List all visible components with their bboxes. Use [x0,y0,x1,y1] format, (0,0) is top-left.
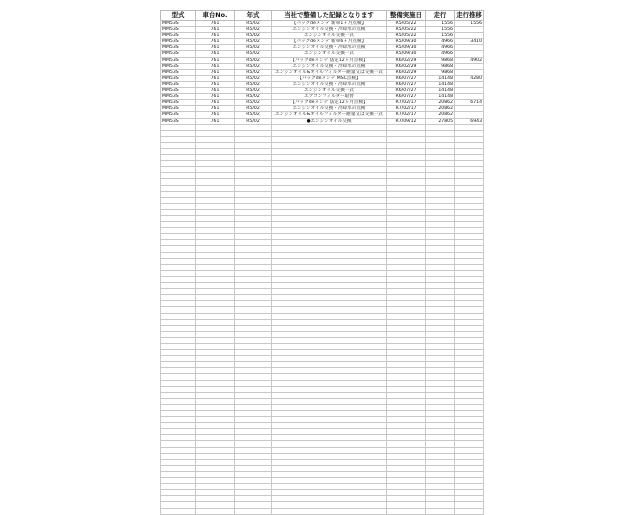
cell-mileage-trend: 6943 [455,118,484,124]
cell-chassis-no: 761 [196,88,235,94]
empty-cell [161,508,196,514]
cell-model-year: R5/02 [235,118,272,124]
cell-service-date: R6/07/27 [387,94,426,100]
maintenance-record-sheet [160,10,484,515]
cell-model: MM53S [161,100,196,106]
header-model-year: 年式 [235,11,272,21]
cell-mileage: 9868 [426,63,455,69]
cell-service-date: R7/09/12 [387,118,426,124]
cell-model: MM53S [161,57,196,63]
cell-service-date: R6/07/27 [387,88,426,94]
cell-model-year: R5/02 [235,81,272,87]
cell-description: ●エンジンオイル交換 [272,118,387,124]
cell-model-year: R5/02 [235,88,272,94]
cell-mileage-trend: 4280 [455,75,484,81]
cell-service-date: R7/02/17 [387,100,426,106]
cell-model: MM53S [161,33,196,39]
empty-cell [235,508,272,514]
cell-chassis-no: 761 [196,100,235,106]
cell-mileage: 4966 [426,39,455,45]
cell-mileage: 20862 [426,106,455,112]
cell-chassis-no: 761 [196,57,235,63]
cell-model: MM53S [161,94,196,100]
header-row [161,11,484,21]
cell-model-year: R5/02 [235,39,272,45]
cell-description: エアコンフィルター取替 [272,94,387,100]
cell-mileage: 14148 [426,94,455,100]
cell-mileage-trend: 4902 [455,57,484,63]
empty-cell [387,508,426,514]
cell-description: エンジンオイル&オイルフィルター耐量又は交換一式 [272,112,387,118]
cell-service-date: R6/02/29 [387,69,426,75]
cell-chassis-no: 761 [196,21,235,27]
cell-service-date: R5/09/30 [387,39,426,45]
cell-mileage-trend: 3410 [455,39,484,45]
cell-mileage: 1556 [426,27,455,33]
cell-mileage: 4966 [426,51,455,57]
header-mileage-trend: 走行推移 [456,10,482,19]
cell-model-year: R5/02 [235,112,272,118]
cell-chassis-no: 761 [196,118,235,124]
cell-mileage-trend: 6714 [455,100,484,106]
empty-cell [455,508,484,514]
cell-model-year: R5/02 [235,94,272,100]
cell-model-year: R5/02 [235,51,272,57]
cell-model-year: R5/02 [235,75,272,81]
cell-model-year: R5/02 [235,69,272,75]
cell-service-date: R6/02/29 [387,57,426,63]
cell-model: MM53S [161,106,196,112]
cell-mileage: 27805 [426,118,455,124]
cell-mileage: 1556 [426,33,455,39]
cell-chassis-no: 761 [196,33,235,39]
cell-model: MM53S [161,118,196,124]
cell-model-year: R5/02 [235,45,272,51]
cell-chassis-no: 761 [196,75,235,81]
cell-model: MM53S [161,39,196,45]
cell-description: 【パックdeメンテ 新車6ヶ月点検】 [272,39,387,45]
cell-service-date: R5/09/30 [387,45,426,51]
cell-service-date: R7/02/17 [387,112,426,118]
empty-row [161,508,484,514]
cell-mileage-trend: 1556 [455,21,484,27]
cell-model-year: R5/02 [235,106,272,112]
cell-description: 【パックdeメンテ 法定12ヶ月点検】 [272,57,387,63]
cell-mileage: 14148 [426,81,455,87]
cell-description: エンジンオイル交換一式 [272,51,387,57]
cell-chassis-no: 761 [196,39,235,45]
cell-service-date: R6/02/29 [387,63,426,69]
cell-chassis-no: 761 [196,112,235,118]
cell-model: MM53S [161,27,196,33]
cell-model-year: R5/02 [235,63,272,69]
cell-model-year: R5/02 [235,33,272,39]
empty-cell [196,508,235,514]
cell-service-date: R5/05/22 [387,27,426,33]
cell-model: MM53S [161,21,196,27]
cell-description: エンジンオイル交換一式 [272,88,387,94]
cell-mileage: 4966 [426,45,455,51]
cell-service-date: R5/05/22 [387,21,426,27]
cell-description: エンジンオイル交換・冷却水の点検 [272,45,387,51]
cell-description: 【パックdeメンテ 法定12ヶ月点検】 [272,100,387,106]
cell-mileage: 14148 [426,88,455,94]
cell-model: MM53S [161,63,196,69]
header-model: 型式 [161,11,196,21]
cell-model: MM53S [161,69,196,75]
cell-chassis-no: 761 [196,106,235,112]
cell-mileage: 14148 [426,75,455,81]
cell-mileage: 9868 [426,57,455,63]
empty-cell [426,508,455,514]
cell-chassis-no: 761 [196,45,235,51]
cell-description: エンジンオイル交換一式 [272,33,387,39]
cell-mileage: 9868 [426,69,455,75]
cell-description: エンジンオイル交換・冷却水の点検 [272,27,387,33]
cell-model: MM53S [161,45,196,51]
cell-model: MM53S [161,112,196,118]
cell-chassis-no: 761 [196,94,235,100]
cell-description: 【パックdeメンテ 新車1ヶ月点検】 [272,21,387,27]
cell-service-date: R7/02/17 [387,106,426,112]
cell-chassis-no: 761 [196,81,235,87]
cell-model: MM53S [161,81,196,87]
cell-description: エンジンオイル交換・冷却水の点検 [272,63,387,69]
cell-model-year: R5/02 [235,57,272,63]
cell-mileage: 20862 [426,100,455,106]
cell-service-date: R5/09/30 [387,51,426,57]
header-mileage: 走行 [426,11,455,21]
cell-service-date: R6/07/27 [387,81,426,87]
header-service-date: 整備実施日 [387,11,426,21]
cell-description: 【パックdeメンテ MSC点検】 [272,75,387,81]
cell-service-date: R6/07/27 [387,75,426,81]
cell-chassis-no: 761 [196,27,235,33]
cell-model-year: R5/02 [235,27,272,33]
cell-model-year: R5/02 [235,21,272,27]
cell-mileage: 1556 [426,21,455,27]
empty-cell [272,508,387,514]
header-chassis-no: 車台No. [196,11,235,21]
cell-model: MM53S [161,51,196,57]
header-record-description: 当社で整備した記録となります [272,11,387,21]
cell-model-year: R5/02 [235,100,272,106]
sheet-body [161,21,484,515]
cell-chassis-no: 761 [196,63,235,69]
cell-description: エンジンオイル交換・冷却水の点検 [272,106,387,112]
cell-model: MM53S [161,75,196,81]
cell-description: エンジンオイル&オイルフィルター耐量又は交換一式 [272,69,387,75]
cell-model: MM53S [161,88,196,94]
cell-chassis-no: 761 [196,69,235,75]
cell-chassis-no: 761 [196,51,235,57]
cell-description: エンジンオイル交換・冷却水の点検 [272,81,387,87]
cell-mileage: 20862 [426,112,455,118]
cell-service-date: R5/05/22 [387,33,426,39]
